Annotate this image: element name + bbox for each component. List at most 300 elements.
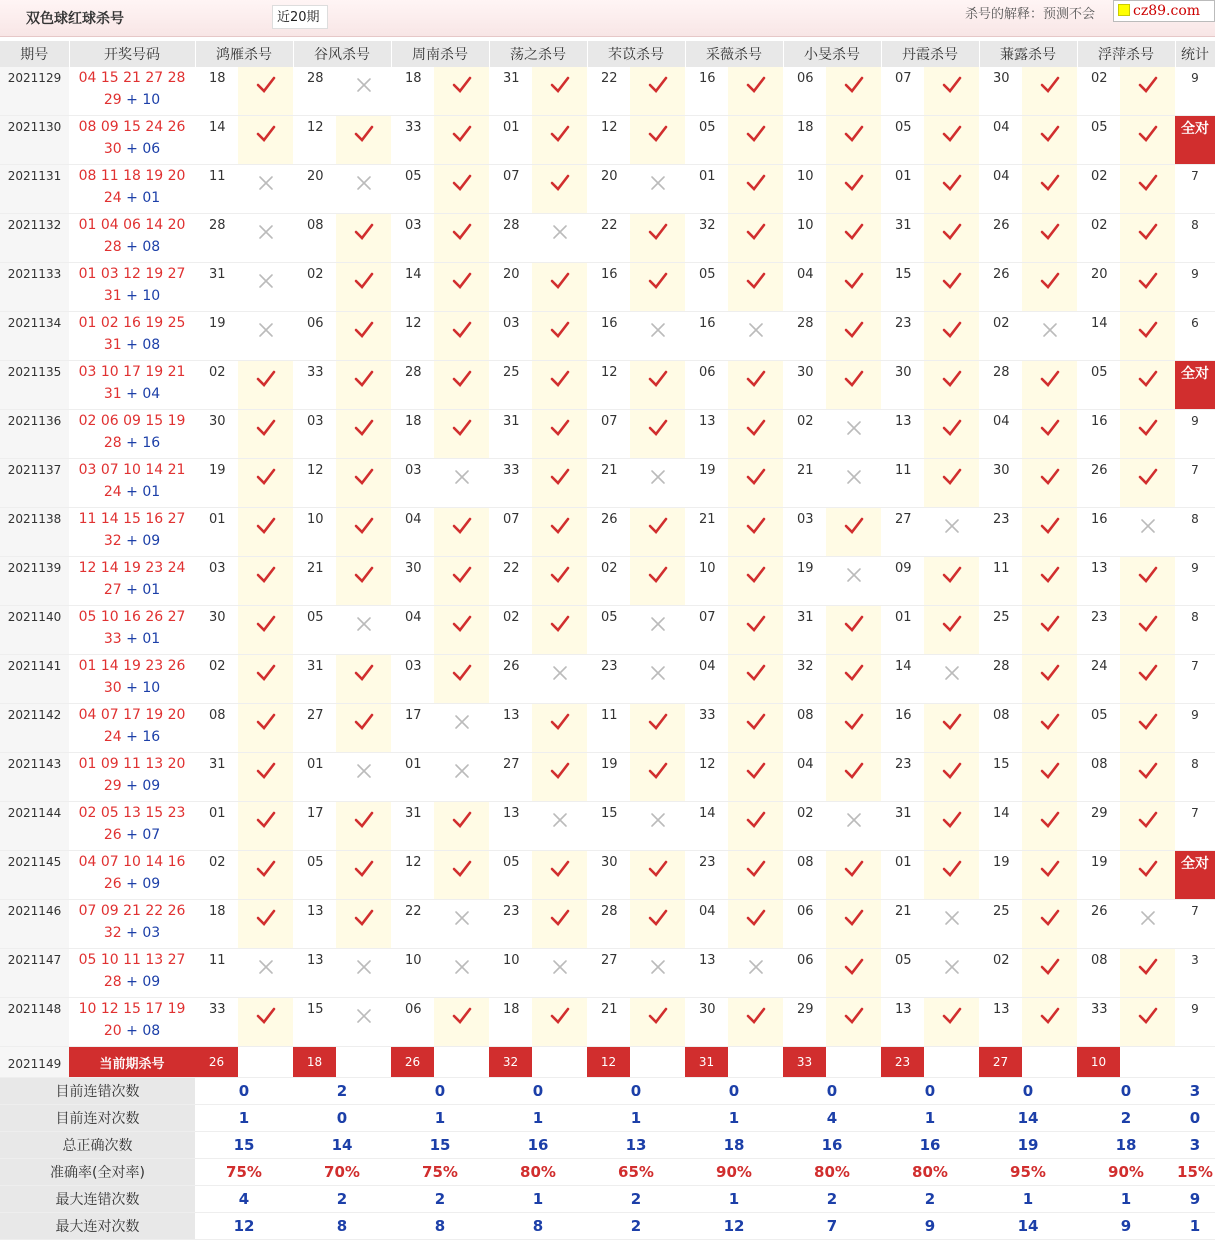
stat-row — [0, 1159, 1215, 1186]
result-mark — [238, 802, 293, 851]
kill-number: 08 — [195, 704, 238, 753]
stat-value: 80% — [489, 1159, 587, 1186]
kill-number: 07 — [489, 165, 532, 214]
draw-numbers — [69, 802, 195, 851]
result-mark — [924, 361, 979, 410]
row-count: 9 — [1175, 67, 1215, 116]
draw-numbers — [69, 557, 195, 606]
check-icon — [255, 858, 277, 880]
check-icon — [745, 711, 767, 733]
check-icon — [255, 1005, 277, 1027]
kill-number: 28 — [293, 67, 336, 116]
kill-number: 02 — [783, 802, 826, 851]
spacer-cell — [1022, 1047, 1077, 1078]
kill-number: 28 — [979, 655, 1022, 704]
red-ball-last: 31 — [103, 337, 122, 353]
stat-value: 0 — [979, 1078, 1077, 1105]
result-mark — [1022, 704, 1077, 753]
kill-number: 23 — [881, 312, 924, 361]
blue-ball: 09 — [142, 778, 161, 794]
site-logo[interactable] — [1113, 0, 1215, 22]
kill-number: 05 — [881, 116, 924, 165]
table-row — [0, 116, 1215, 165]
kill-number: 29 — [1077, 802, 1120, 851]
cross-icon — [549, 662, 571, 684]
result-mark — [630, 557, 685, 606]
result-mark — [728, 263, 783, 312]
spacer-cell — [728, 1047, 783, 1078]
check-icon — [353, 858, 375, 880]
result-mark — [238, 606, 293, 655]
check-icon — [1039, 270, 1061, 292]
cross-icon — [1137, 515, 1159, 537]
kill-number: 13 — [685, 949, 728, 998]
kill-number: 26 — [489, 655, 532, 704]
draw-numbers — [69, 361, 195, 410]
result-mark — [1120, 165, 1175, 214]
stat-total: 1 — [1175, 1213, 1215, 1240]
kill-number: 22 — [489, 557, 532, 606]
result-mark — [924, 508, 979, 557]
current-kill-label: 当前期杀号 — [69, 1047, 195, 1078]
result-mark — [826, 67, 881, 116]
red-ball-last: 24 — [103, 729, 122, 745]
result-mark — [924, 655, 979, 704]
result-mark — [336, 557, 391, 606]
result-mark — [434, 704, 489, 753]
kill-number: 13 — [293, 900, 336, 949]
result-mark — [924, 802, 979, 851]
result-mark — [434, 361, 489, 410]
check-icon — [745, 368, 767, 390]
result-mark — [336, 165, 391, 214]
result-mark — [728, 655, 783, 704]
check-icon — [451, 662, 473, 684]
red-balls-line2 — [69, 432, 195, 454]
kill-number: 02 — [979, 312, 1022, 361]
kill-number: 22 — [391, 900, 434, 949]
kill-number: 18 — [195, 67, 238, 116]
check-icon — [451, 1005, 473, 1027]
result-mark — [1120, 557, 1175, 606]
explain-link[interactable]: 杀号的解释：预测不会 — [965, 7, 1096, 22]
check-icon — [745, 662, 767, 684]
result-mark — [1022, 900, 1077, 949]
row-count: 8 — [1175, 753, 1215, 802]
kill-number: 33 — [1077, 998, 1120, 1047]
check-icon — [255, 711, 277, 733]
check-icon — [843, 74, 865, 96]
stat-value: 65% — [587, 1159, 685, 1186]
kill-number: 04 — [979, 116, 1022, 165]
current-kill-number: 32 — [489, 1047, 532, 1078]
check-icon — [745, 270, 767, 292]
check-icon — [941, 564, 963, 586]
result-mark — [1022, 949, 1077, 998]
table-row — [0, 410, 1215, 459]
stat-value: 80% — [783, 1159, 881, 1186]
result-mark — [336, 606, 391, 655]
result-mark — [924, 753, 979, 802]
result-mark — [532, 312, 587, 361]
stat-value: 14 — [293, 1132, 391, 1159]
kill-number: 13 — [685, 410, 728, 459]
kill-number: 05 — [293, 606, 336, 655]
result-mark — [1022, 67, 1077, 116]
blue-ball: 01 — [142, 190, 161, 206]
check-icon — [451, 564, 473, 586]
cross-icon — [353, 613, 375, 635]
kill-number: 31 — [293, 655, 336, 704]
check-icon — [1039, 760, 1061, 782]
kill-number: 03 — [195, 557, 238, 606]
kill-number: 33 — [195, 998, 238, 1047]
column-header: 荡之杀号 — [489, 41, 587, 67]
result-mark — [826, 606, 881, 655]
kill-number: 01 — [489, 116, 532, 165]
issue-number: 2021134 — [0, 312, 69, 361]
check-icon — [843, 270, 865, 292]
red-balls-line1: 05 10 16 26 27 — [78, 609, 186, 625]
column-header: 浮萍杀号 — [1077, 41, 1175, 67]
check-icon — [941, 809, 963, 831]
check-icon — [1137, 564, 1159, 586]
stat-value: 19 — [979, 1132, 1077, 1159]
red-balls-line1: 01 09 11 13 20 — [78, 756, 186, 772]
result-mark — [728, 802, 783, 851]
result-mark — [924, 410, 979, 459]
result-mark — [238, 459, 293, 508]
stat-value: 80% — [881, 1159, 979, 1186]
check-icon — [451, 515, 473, 537]
result-mark — [924, 67, 979, 116]
check-icon — [745, 466, 767, 488]
check-icon — [647, 74, 669, 96]
check-icon — [255, 368, 277, 390]
stat-value: 0 — [1077, 1078, 1175, 1105]
result-mark — [630, 459, 685, 508]
cross-icon — [745, 956, 767, 978]
top-bar — [0, 0, 1215, 37]
all-correct-badge: 全对 — [1175, 361, 1215, 410]
check-icon — [1137, 956, 1159, 978]
kill-number: 16 — [587, 263, 630, 312]
check-icon — [745, 564, 767, 586]
kill-number: 15 — [881, 263, 924, 312]
kill-number: 13 — [1077, 557, 1120, 606]
result-mark — [728, 312, 783, 361]
check-icon — [843, 172, 865, 194]
kill-number: 03 — [391, 655, 434, 704]
spacer-cell — [434, 1047, 489, 1078]
kill-number: 08 — [783, 851, 826, 900]
check-icon — [843, 221, 865, 243]
check-icon — [451, 319, 473, 341]
cross-icon — [451, 956, 473, 978]
kill-number: 03 — [391, 214, 434, 263]
red-balls-line2 — [69, 1020, 195, 1042]
kill-number: 33 — [293, 361, 336, 410]
check-icon — [451, 809, 473, 831]
current-kill-number: 23 — [881, 1047, 924, 1078]
kill-number: 21 — [685, 508, 728, 557]
issue-number: 2021140 — [0, 606, 69, 655]
kill-number: 26 — [1077, 900, 1120, 949]
result-mark — [532, 116, 587, 165]
blue-ball: 07 — [142, 827, 161, 843]
result-mark — [238, 753, 293, 802]
kill-number: 15 — [979, 753, 1022, 802]
check-icon — [1137, 368, 1159, 390]
kill-number: 16 — [685, 67, 728, 116]
issue-number: 2021131 — [0, 165, 69, 214]
plus-sign: + — [121, 288, 143, 304]
kill-number: 12 — [587, 361, 630, 410]
check-icon — [941, 172, 963, 194]
check-icon — [1039, 466, 1061, 488]
period-select[interactable]: 近20期 — [272, 5, 328, 29]
kill-number: 03 — [293, 410, 336, 459]
result-mark — [434, 312, 489, 361]
red-ball-last: 28 — [103, 239, 122, 255]
kill-number: 08 — [783, 704, 826, 753]
kill-number: 14 — [685, 802, 728, 851]
kill-number: 01 — [881, 851, 924, 900]
kill-number: 25 — [979, 606, 1022, 655]
result-mark — [826, 802, 881, 851]
kill-number: 14 — [881, 655, 924, 704]
red-balls-line2 — [69, 530, 195, 552]
result-mark — [336, 214, 391, 263]
result-mark — [336, 998, 391, 1047]
check-icon — [1039, 564, 1061, 586]
check-icon — [255, 760, 277, 782]
kill-number: 13 — [881, 998, 924, 1047]
check-icon — [549, 1005, 571, 1027]
result-mark — [630, 361, 685, 410]
result-mark — [924, 557, 979, 606]
check-icon — [843, 760, 865, 782]
plus-sign: + — [121, 778, 143, 794]
check-icon — [353, 907, 375, 929]
kill-number: 12 — [391, 312, 434, 361]
cross-icon — [353, 760, 375, 782]
issue-number: 2021132 — [0, 214, 69, 263]
kill-number: 01 — [195, 802, 238, 851]
result-mark — [336, 459, 391, 508]
stat-value: 75% — [195, 1159, 293, 1186]
kill-number: 03 — [489, 312, 532, 361]
check-icon — [549, 172, 571, 194]
blue-ball: 03 — [142, 925, 161, 941]
check-icon — [843, 662, 865, 684]
draw-numbers — [69, 606, 195, 655]
result-mark — [434, 410, 489, 459]
result-mark — [434, 67, 489, 116]
kill-number: 27 — [489, 753, 532, 802]
red-balls-line2 — [69, 285, 195, 307]
draw-numbers — [69, 704, 195, 753]
result-mark — [532, 263, 587, 312]
issue-number: 2021143 — [0, 753, 69, 802]
spacer-cell — [238, 1047, 293, 1078]
blue-ball: 08 — [142, 1023, 161, 1039]
red-balls-line1: 01 03 12 19 27 — [78, 266, 186, 282]
kill-number: 04 — [685, 900, 728, 949]
check-icon — [941, 1005, 963, 1027]
red-ball-last: 24 — [103, 190, 122, 206]
kill-number: 14 — [195, 116, 238, 165]
check-icon — [451, 613, 473, 635]
kill-number: 14 — [979, 802, 1022, 851]
cross-icon — [451, 711, 473, 733]
draw-numbers — [69, 165, 195, 214]
cross-icon — [941, 956, 963, 978]
result-mark — [434, 263, 489, 312]
result-mark — [630, 655, 685, 704]
blue-ball: 09 — [142, 876, 161, 892]
result-mark — [434, 900, 489, 949]
stat-value: 0 — [881, 1078, 979, 1105]
result-mark — [924, 116, 979, 165]
result-mark — [826, 851, 881, 900]
result-mark — [1120, 802, 1175, 851]
cross-icon — [353, 172, 375, 194]
kill-number: 04 — [783, 263, 826, 312]
blue-ball: 08 — [142, 337, 161, 353]
cross-icon — [255, 956, 277, 978]
check-icon — [745, 809, 767, 831]
issue-number: 2021145 — [0, 851, 69, 900]
stat-value: 13 — [587, 1132, 685, 1159]
kill-number: 26 — [979, 263, 1022, 312]
kill-number: 12 — [391, 851, 434, 900]
red-balls-line1: 12 14 19 23 24 — [78, 560, 186, 576]
red-balls-line1: 08 09 15 24 26 — [78, 119, 186, 135]
column-header: 鸿雁杀号 — [195, 41, 293, 67]
check-icon — [745, 515, 767, 537]
kill-number: 20 — [1077, 263, 1120, 312]
result-mark — [238, 263, 293, 312]
draw-numbers — [69, 263, 195, 312]
result-mark — [826, 949, 881, 998]
draw-numbers — [69, 459, 195, 508]
check-icon — [1137, 319, 1159, 341]
check-icon — [549, 270, 571, 292]
check-icon — [1039, 858, 1061, 880]
red-balls-line2 — [69, 579, 195, 601]
stat-value: 90% — [1077, 1159, 1175, 1186]
result-mark — [1120, 851, 1175, 900]
stat-row — [0, 1105, 1215, 1132]
kill-number: 02 — [195, 655, 238, 704]
result-mark — [1120, 704, 1175, 753]
kill-number: 04 — [685, 655, 728, 704]
check-icon — [549, 123, 571, 145]
kill-number: 05 — [391, 165, 434, 214]
result-mark — [1120, 508, 1175, 557]
check-icon — [255, 564, 277, 586]
kill-number: 12 — [685, 753, 728, 802]
red-ball-last: 32 — [103, 533, 122, 549]
kill-number: 19 — [195, 459, 238, 508]
check-icon — [1039, 123, 1061, 145]
result-mark — [238, 312, 293, 361]
kill-number: 30 — [979, 67, 1022, 116]
stat-value: 2 — [881, 1186, 979, 1213]
check-icon — [941, 760, 963, 782]
cross-icon — [451, 907, 473, 929]
check-icon — [843, 1005, 865, 1027]
result-mark — [924, 165, 979, 214]
kill-number: 11 — [195, 949, 238, 998]
check-icon — [451, 221, 473, 243]
result-mark — [1120, 753, 1175, 802]
logo-text: cz89.com — [1133, 3, 1201, 19]
result-mark — [826, 312, 881, 361]
check-icon — [843, 515, 865, 537]
kill-number: 23 — [489, 900, 532, 949]
result-mark — [1022, 361, 1077, 410]
kill-number: 23 — [881, 753, 924, 802]
result-mark — [1022, 459, 1077, 508]
check-icon — [1137, 123, 1159, 145]
result-mark — [630, 116, 685, 165]
check-icon — [843, 368, 865, 390]
kill-number: 20 — [489, 263, 532, 312]
stat-total: 15% — [1175, 1159, 1215, 1186]
result-mark — [1022, 165, 1077, 214]
result-mark — [434, 851, 489, 900]
current-issue-number: 2021149 — [0, 1047, 69, 1078]
result-mark — [630, 851, 685, 900]
spacer-cell — [532, 1047, 587, 1078]
kill-number: 11 — [587, 704, 630, 753]
kill-number: 10 — [293, 508, 336, 557]
check-icon — [451, 858, 473, 880]
kill-number: 22 — [587, 67, 630, 116]
result-mark — [630, 900, 685, 949]
result-mark — [924, 704, 979, 753]
stat-value: 1 — [587, 1105, 685, 1132]
kill-number: 31 — [881, 802, 924, 851]
kill-number: 19 — [979, 851, 1022, 900]
cross-icon — [451, 466, 473, 488]
kill-number: 21 — [783, 459, 826, 508]
table-row — [0, 214, 1215, 263]
check-icon — [1039, 221, 1061, 243]
kill-number: 21 — [587, 998, 630, 1047]
kill-number: 21 — [587, 459, 630, 508]
kill-number: 18 — [783, 116, 826, 165]
stat-value: 2 — [391, 1186, 489, 1213]
check-icon — [549, 74, 571, 96]
check-icon — [843, 123, 865, 145]
check-icon — [941, 613, 963, 635]
result-mark — [434, 802, 489, 851]
column-header: 周南杀号 — [391, 41, 489, 67]
result-mark — [826, 410, 881, 459]
plus-sign: + — [121, 190, 143, 206]
red-balls-line1: 11 14 15 16 27 — [78, 511, 186, 527]
issue-number: 2021144 — [0, 802, 69, 851]
result-mark — [1120, 263, 1175, 312]
kill-number: 11 — [195, 165, 238, 214]
result-mark — [728, 949, 783, 998]
check-icon — [451, 417, 473, 439]
red-balls-line2 — [69, 824, 195, 846]
kill-number: 27 — [881, 508, 924, 557]
